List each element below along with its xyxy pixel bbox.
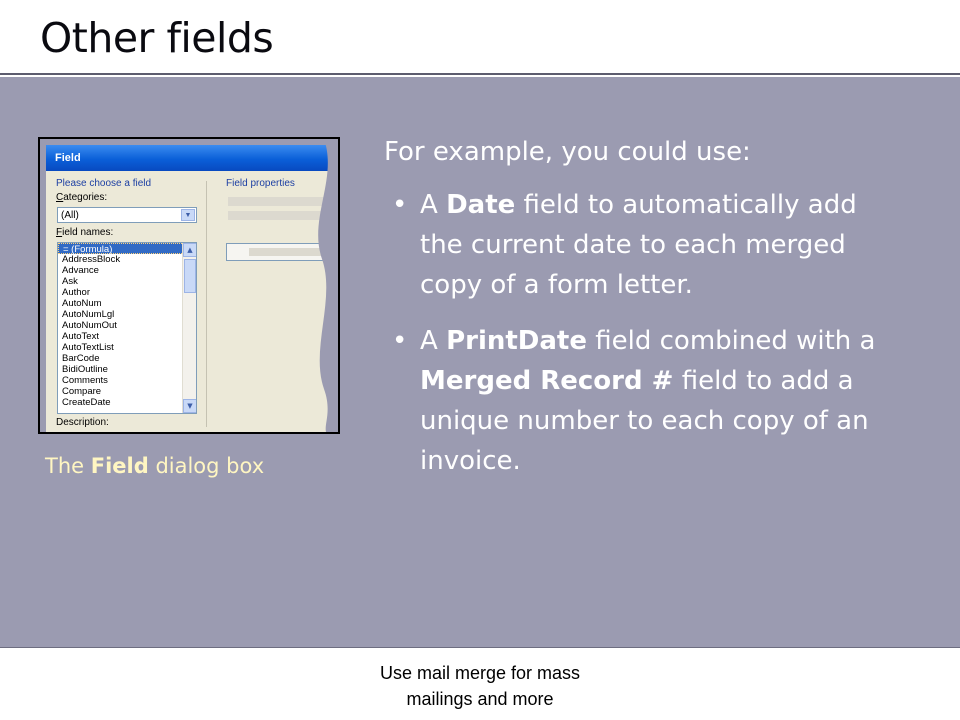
screenshot-caption: The Field dialog box — [45, 454, 265, 478]
field-name-item[interactable]: BidiOutline — [62, 364, 108, 375]
bullet-printdate-field: • A PrintDate field combined with a Merged Record # field to add a unique number to each copy of an invoice. — [384, 321, 904, 481]
field-name-item[interactable]: Advance — [62, 265, 99, 276]
categories-label: Categories: — [56, 192, 108, 203]
slide-title: Other fields — [40, 14, 274, 62]
field-name-item[interactable]: Author — [62, 287, 90, 298]
arrow-up-icon[interactable]: ▲ — [183, 243, 197, 257]
field-name-item[interactable]: BarCode — [62, 353, 100, 364]
arrow-down-icon[interactable]: ▼ — [183, 399, 197, 413]
bullet-date-field: • A Date field to automatically add the current date to each merged copy of a form letter. — [384, 185, 904, 305]
content-area — [0, 77, 960, 648]
field-name-item[interactable]: AddressBlock — [62, 254, 121, 265]
field-name-item[interactable]: AutoText — [62, 331, 99, 342]
bullet-icon: • — [392, 326, 408, 356]
field-name-item[interactable]: Ask — [62, 276, 78, 287]
field-name-item[interactable]: Comments — [62, 375, 108, 386]
field-name-item[interactable]: CreateDate — [62, 397, 111, 408]
field-name-item[interactable]: Compare — [62, 386, 102, 397]
field-name-item[interactable]: AutoNumLgl — [62, 309, 115, 320]
field-name-item[interactable]: AutoNum — [62, 298, 102, 309]
field-properties-label: Field properties — [226, 178, 295, 189]
field-name-item[interactable]: AutoTextList — [62, 342, 114, 353]
field-dialog-screenshot — [38, 137, 340, 434]
bullet-icon: • — [392, 190, 408, 220]
title-bar — [0, 0, 960, 75]
categories-value: (All) — [61, 210, 79, 221]
footer-line: mailings and more — [406, 689, 554, 709]
field-name-item[interactable]: = (Formula) — [58, 243, 196, 254]
dialog-title: Field — [46, 145, 338, 171]
footer-text — [330, 660, 630, 712]
field-names-label: Field names: — [56, 227, 114, 238]
footer-line: Use mail merge for mass — [379, 663, 581, 683]
torn-edge-shape — [40, 139, 338, 432]
intro-text: For example, you could use: — [384, 137, 751, 167]
description-label: Description: — [56, 417, 109, 428]
body-text — [384, 137, 914, 497]
field-name-item[interactable]: AutoNumOut — [62, 320, 117, 331]
chevron-down-icon[interactable]: ▼ — [181, 209, 195, 221]
please-choose-label: Please choose a field — [56, 178, 152, 189]
